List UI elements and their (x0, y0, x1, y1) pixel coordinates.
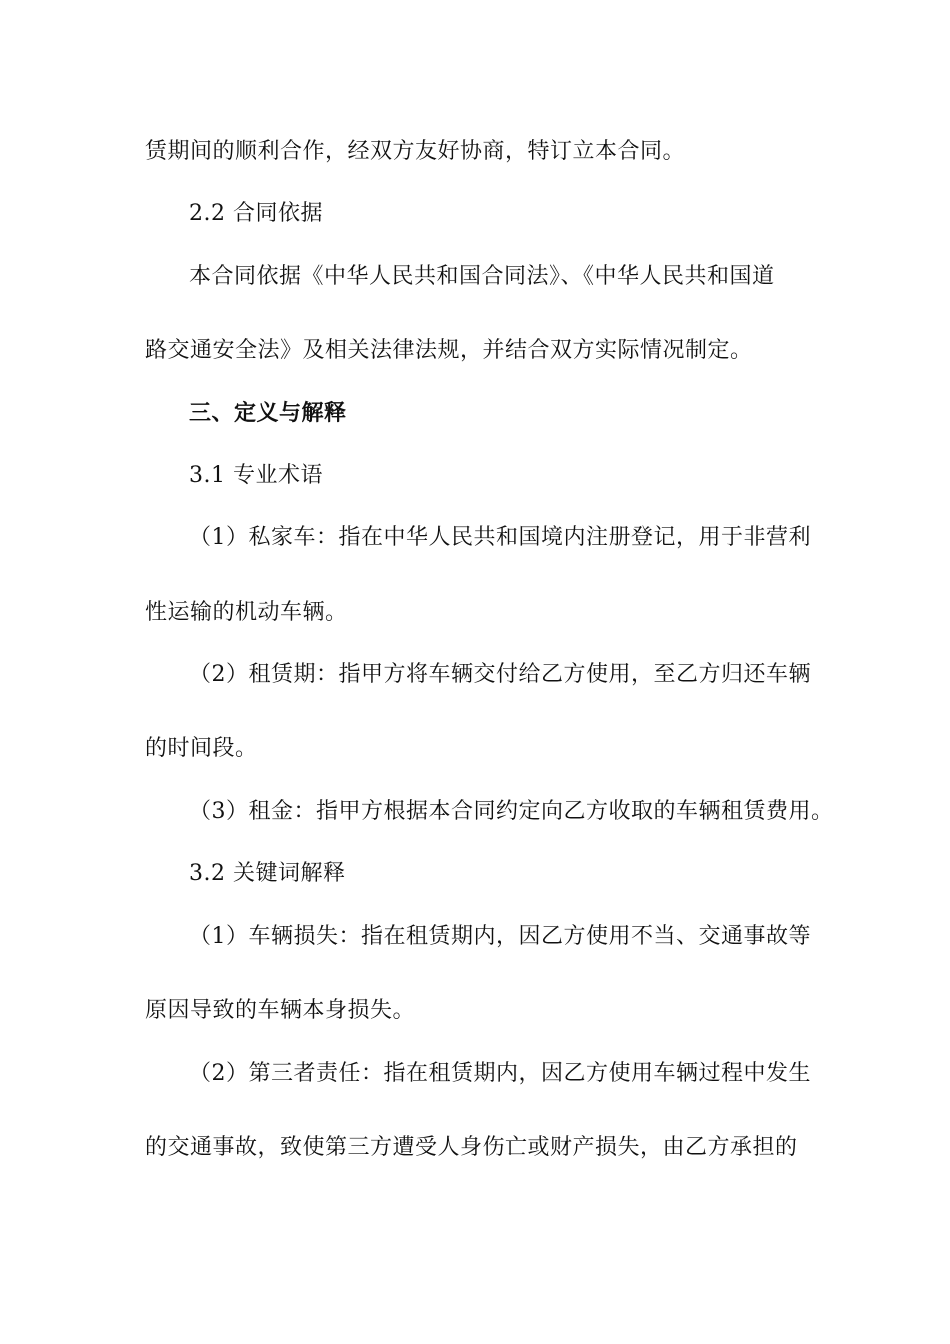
paragraph-line: 路交通安全法》及相关法律法规，并结合双方实际情况制定。 (145, 338, 753, 363)
chapter-heading-3: 三、定义与解释 (189, 400, 347, 426)
definition-item-continuation: 性运输的机动车辆。 (145, 600, 348, 625)
paragraph-continuation: 赁期间的顺利合作，经双方友好协商，特订立本合同。 (145, 139, 686, 164)
definition-item: （1）私家车：指在中华人民共和国境内注册登记，用于非营利 (189, 525, 811, 550)
section-heading-3-2: 3.2 关键词解释 (189, 861, 346, 886)
definition-item: （3）租金：指甲方根据本合同约定向乙方收取的车辆租赁费用。 (189, 799, 834, 824)
definition-item: （2）租赁期：指甲方将车辆交付给乙方使用，至乙方归还车辆 (189, 662, 811, 687)
section-heading-3-1: 3.1 专业术语 (189, 463, 323, 488)
paragraph-line: 本合同依据《中华人民共和国合同法》、《中华人民共和国道 (189, 264, 775, 289)
definition-item: （1）车辆损失：指在租赁期内，因乙方使用不当、交通事故等 (189, 924, 811, 949)
definition-item: （2）第三者责任：指在租赁期内，因乙方使用车辆过程中发生 (189, 1061, 811, 1086)
section-heading-2-2: 2.2 合同依据 (189, 201, 323, 226)
definition-item-continuation: 的时间段。 (145, 736, 258, 761)
definition-item-continuation: 原因导致的车辆本身损失。 (145, 998, 416, 1023)
definition-item-continuation: 的交通事故，致使第三方遭受人身伤亡或财产损失，由乙方承担的 (145, 1135, 798, 1160)
